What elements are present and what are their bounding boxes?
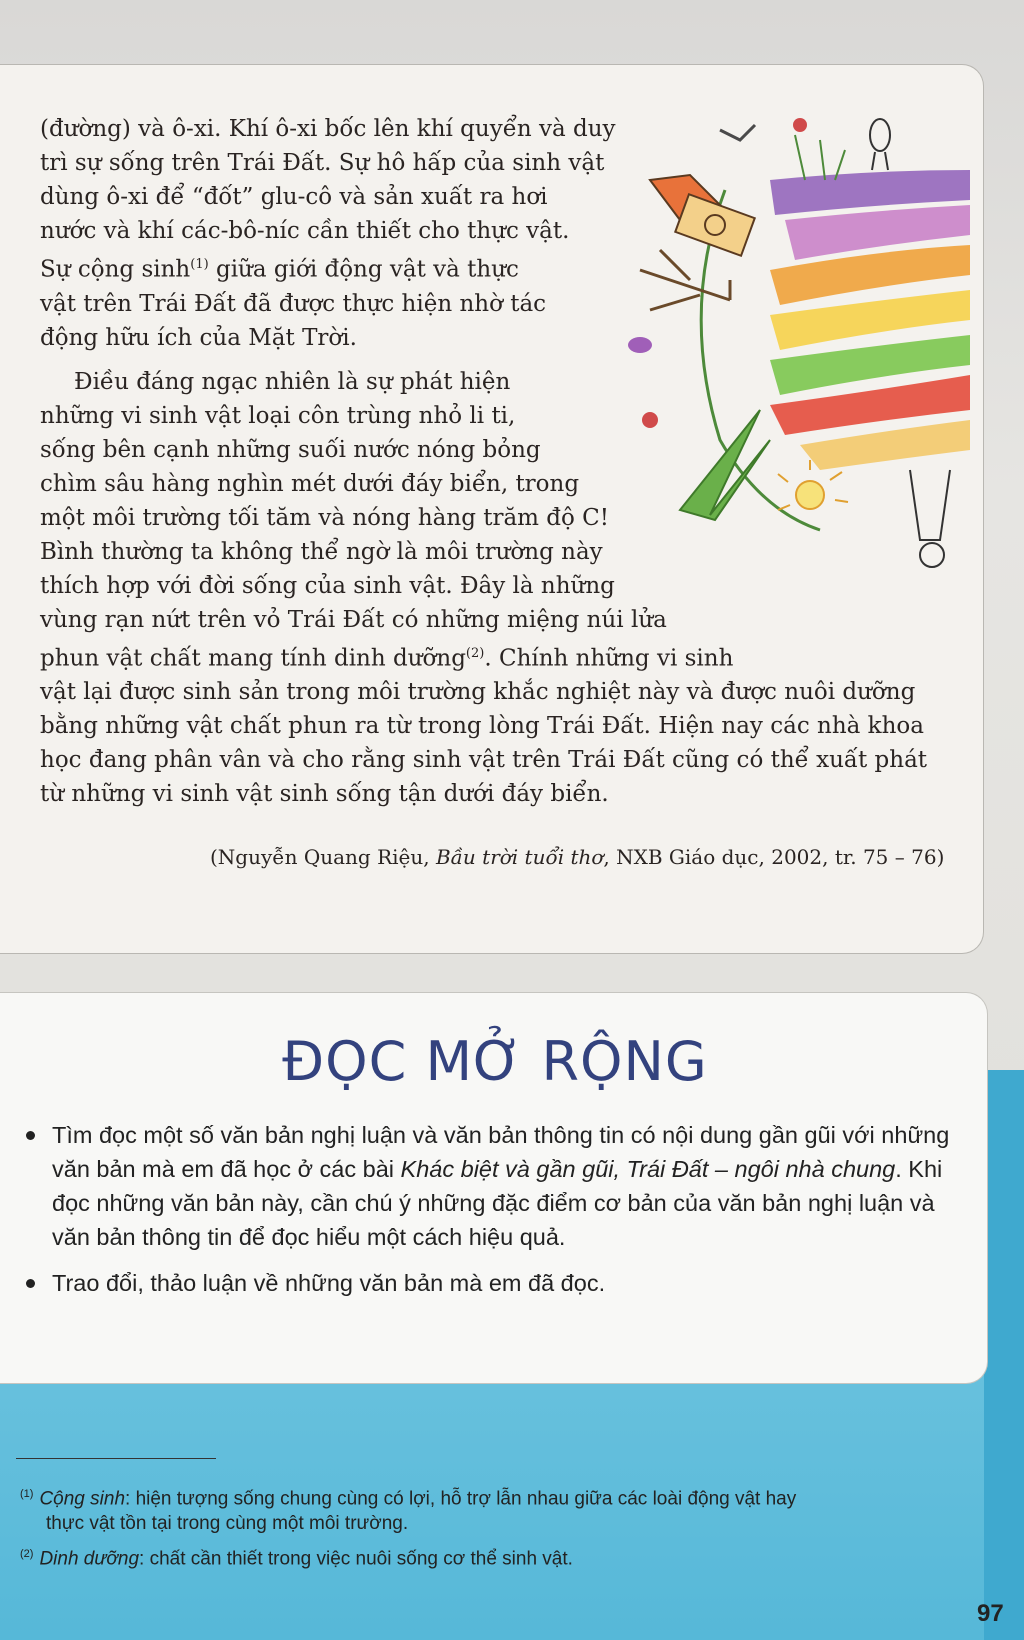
footnote-ref-2: (2) [465, 645, 485, 661]
citation [210, 845, 944, 869]
text-line: chìm sâu hàng nghìn mét dưới đáy biển, trong [40, 470, 580, 497]
text-line [40, 637, 927, 676]
extended-reading-heading: ĐỌC MỞ RỘNG [282, 1030, 708, 1093]
text-line: vùng rạn nứt trên vỏ Trái Đất có những miệng núi lửa [40, 606, 667, 633]
footnote-term: Cộng sinh [39, 1488, 126, 1510]
list-item [22, 1118, 952, 1254]
text-line: một môi trường tối tăm và nóng hàng trăm độ C! [40, 504, 610, 531]
list-item [22, 1266, 952, 1300]
text-line: Bình thường ta không thể ngờ là môi trường này [40, 538, 603, 565]
text-line: Điều đáng ngạc nhiên là sự phát hiện [74, 368, 511, 395]
citation-title: Bầu trời tuổi thơ [435, 845, 604, 869]
footnote-term: Dinh dưỡng [39, 1548, 140, 1570]
earth-drawing-illustration [620, 110, 972, 630]
page-number: 97 [977, 1600, 1004, 1627]
text-fragment: giữa giới động vật và thực [208, 256, 519, 283]
text-fragment: Sự cộng sinh [40, 256, 191, 283]
text-line: những vi sinh vật loại côn trùng nhỏ li ti, [40, 402, 516, 429]
text-line: vật lại được sinh sản trong môi trường khắc nghiệt này và được nuôi dưỡng [40, 679, 916, 706]
bullet-icon [26, 1131, 35, 1140]
footnote-1-continued: thực vật tồn tại trong cùng một môi trường. [46, 1513, 409, 1534]
text-line: dùng ô-xi để “đốt” glu-cô và sản xuất ra hơi [40, 184, 548, 210]
text-line: nước và khí các-bô-níc cần thiết cho thực vật. [40, 218, 570, 244]
citation-rest: , NXB Giáo dục, 2002, tr. 75 – 76) [603, 845, 945, 869]
text-fragment: phun vật chất mang tính dinh dưỡng [40, 645, 466, 672]
bullet-text: Tìm đọc một số văn bản nghị luận và văn bản thông tin có nội dung gần gũi với những văn bản mà em đã học ở các bài [52, 1122, 950, 1182]
text-line: (đường) và ô-xi. Khí ô-xi bốc lên khí quyển và duy [40, 116, 616, 142]
bullet-text: Trao đổi, thảo luận về những văn bản mà em đã đọc. [52, 1270, 606, 1296]
text-line: trì sự sống trên Trái Đất. Sự hô hấp của sinh vật [40, 150, 605, 176]
footnote-2 [20, 1540, 573, 1573]
footnote-text: : chất cần thiết trong việc nuôi sống cơ thể sinh vật. [139, 1548, 573, 1570]
bullet-text: . Khi đọc những văn bản này, cần chú ý những đặc điểm cơ bản của văn bản nghị luận và văn bản thông tin để đọc hiểu một cách hiệu quả. [52, 1156, 943, 1250]
text-line: vật trên Trái Đất đã được thực hiện nhờ tác [40, 290, 547, 317]
bullet-italic-text: Khác biệt và gần gũi, Trái Đất – ngôi nhà chung [400, 1156, 896, 1182]
text-line: sống bên cạnh những suối nước nóng bỏng [40, 436, 541, 463]
footnote-1 [20, 1480, 796, 1513]
text-line: thích hợp với đời sống của sinh vật. Đây là những [40, 572, 615, 599]
footnote-ref-1: (1) [190, 257, 209, 272]
footnote-mark: (1) [20, 1488, 34, 1500]
extended-reading-list [22, 1118, 952, 1312]
bullet-icon [26, 1279, 35, 1288]
text-line: từ những vi sinh vật sinh sống tận dưới đáy biển. [40, 781, 609, 808]
citation-author: (Nguyễn Quang Riệu, [210, 845, 436, 869]
text-line: học đang phân vân và cho rằng sinh vật trên Trái Đất cũng có thể xuất phát [40, 747, 928, 774]
text-fragment: . Chính những vi sinh [484, 645, 734, 672]
footnote-separator [16, 1458, 216, 1459]
text-line: động hữu ích của Mặt Trời. [40, 324, 357, 351]
text-line: bằng những vật chất phun ra từ trong lòng Trái Đất. Hiện nay các nhà khoa [40, 713, 924, 740]
footnote-text: : hiện tượng sống chung cùng có lợi, hỗ trợ lẫn nhau giữa các loài động vật hay [125, 1488, 797, 1510]
footnote-mark: (2) [20, 1548, 34, 1560]
